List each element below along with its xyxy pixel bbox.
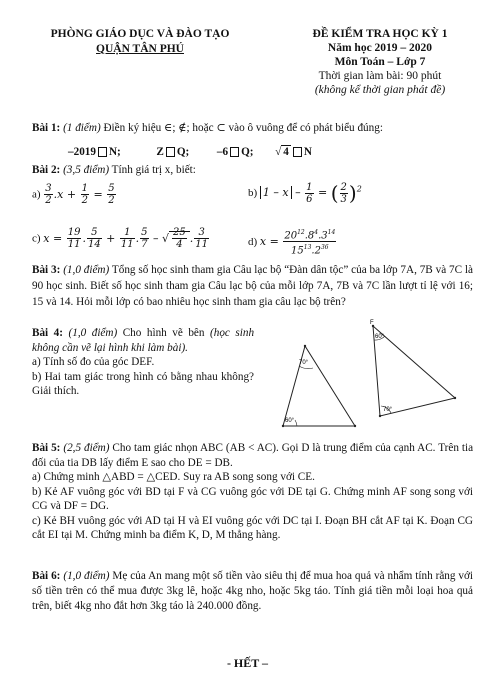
angle-label-70-right: 70° [383, 407, 393, 413]
exam-header [290, 27, 470, 97]
bai2-text: Tính giá trị x, biết: [111, 164, 196, 176]
bai5-b: b) Kẻ AF vuông góc với BD tại F và CG vuông góc với DE tại G. Chứng minh AF song song với CG và DF = DG. [32, 485, 473, 512]
bai1-label: Bài 1: [32, 122, 61, 134]
bai1-text: Điền ký hiệu ∈; ∉; hoặc ⊂ vào ô vuông để có phát biểu đúng: [103, 122, 383, 134]
bai6-points: (1,0 điểm) [63, 570, 110, 582]
bai2-a-label: a) [32, 188, 41, 201]
angle-label-60-right: 60° [375, 334, 385, 340]
answer-box[interactable] [230, 147, 239, 157]
bai2-label: Bài 2: [32, 164, 61, 176]
duration-note: (không kể thời gian phát đề) [314, 84, 446, 96]
vertex-label-f: F [370, 320, 374, 326]
bai2-c: c) x = $\frac{19}{11}$ . $\frac{5}{14}$ + $\frac{1}{11}$ . $\frac{5}{7}$ – √ $\frac{25}{4}$ . $\frac{3}{11}$ [32, 227, 208, 250]
bai5-a: a) Chứng minh △ABD = △CED. Suy ra AB song song với CE. [32, 471, 315, 483]
bai3-label: Bài 3: [32, 264, 61, 276]
bai1-items: –2019 N; Z Q; –6 Q; √ 4 N [68, 146, 312, 158]
angle-label-70: 70° [299, 360, 309, 366]
bai5-c: c) Kẻ BH vuông góc với AD tại H và EI vuông góc với DC tại I. Đoạn BH cắt AF tại K. Đoạn CG cắt EI tại M. Chứng minh ba điểm K, D, M thẳng hàng. [32, 514, 473, 541]
bai4-statement [32, 326, 254, 399]
angle-label-60: 60° [285, 418, 295, 424]
bai1-set3: Q; [241, 146, 254, 158]
bai3-statement [32, 262, 473, 310]
bai1-item3: –6 [216, 146, 229, 158]
district-name: QUẬN TÂN PHÚ [96, 43, 184, 55]
answer-box[interactable] [98, 147, 107, 157]
bai3-points: (1,0 điểm) [63, 264, 110, 276]
triangle-right [373, 326, 455, 416]
exam-title: ĐỀ KIỂM TRA HỌC KỲ 1 [312, 28, 448, 40]
bai2-statement [32, 163, 473, 177]
bai2-b: b) 1 – x – $\frac{1}{6}$ = ( $\frac{2}{3}$ )$^2$ [248, 181, 362, 205]
bai2-a: a) $\frac{3}{2}$ .x + $\frac{1}{2}$ = $\frac{5}{2}$ [32, 183, 115, 206]
department-header [30, 27, 250, 57]
bai4-a: a) Tính số đo của góc DEF. [32, 356, 155, 368]
answer-box[interactable] [293, 147, 302, 157]
triangle-left [283, 346, 355, 426]
bai5-label: Bài 5: [32, 442, 61, 454]
end-marker: - HẾT – [226, 656, 269, 670]
bai4-figure [255, 318, 470, 443]
bai4-label: Bài 4: [32, 327, 63, 339]
bai4-note: (học sinh không cần vẽ lại hình khi làm bài). [32, 327, 255, 354]
bai5-points: (2,5 điểm) [63, 442, 110, 454]
bai6-text: Mẹ của An mang một số tiền vào siêu thị để mua hoa quả và nhẩm tính rằng với số tiền trên có thể mua được 3kg lê, hoặc 4kg nho, hoặc 5kg táo. Tính giá tiền mỗi loại hoa quả trên, biết 4kg nho đắt hơn 3kg táo là 240.000 đồng. [32, 570, 474, 612]
bai3-text: Tổng số học sinh tham gia Câu lạc bộ “Đàn dân tộc” của ba lớp 7A, 7B và 7C là 90 học sinh. Biết số học sinh tham gia Câu lạc bộ của mỗi lớp 7A, 7B và 7C lần lượt tỉ lệ với 16; 15 và 14. Hỏi mỗi lớp có bao nhiêu học sinh tham gia câu lạc bộ trên? [32, 264, 474, 308]
bai2-d-label: d) [248, 235, 258, 248]
bai4-points: (1,0 điểm) [68, 327, 118, 339]
school-year: Năm học 2019 – 2020 [327, 42, 433, 54]
bai2-d: d) x = $\frac{20^{12}.8^4.3^{14}}{15^{13}.2^{36}}$ [248, 229, 336, 257]
bai5-text: Cho tam giác nhọn ABC (AB < AC). Gọi D là trung điểm của cạnh AC. Trên tia đối của tia DB lấy điểm E sao cho DE = DB. [32, 442, 474, 469]
bai6-label: Bài 6: [32, 570, 61, 582]
bai5-statement [32, 441, 473, 543]
bai4-b: b) Hai tam giác trong hình có bằng nhau không? Giải thích. [32, 370, 254, 397]
bai1-item2: Z [156, 146, 164, 158]
bai1-points: (1 điểm) [63, 122, 101, 134]
bai4-text: Cho hình vẽ bên [122, 327, 205, 339]
bai6-statement [32, 569, 473, 614]
department-name: PHÒNG GIÁO DỤC VÀ ĐÀO TẠO [50, 28, 230, 40]
bai2-b-label: b) [248, 187, 258, 199]
bai1-statement [32, 121, 473, 135]
subject: Môn Toán – Lớp 7 [334, 56, 426, 68]
bai1-set1: N; [108, 146, 121, 158]
bai1-set4: N [303, 146, 312, 158]
answer-box[interactable] [166, 147, 175, 157]
bai2-c-label: c) [32, 232, 41, 245]
bai2-points: (3,5 điểm) [63, 164, 110, 176]
bai1-set2: Q; [176, 146, 190, 158]
bai1-item1: –2019 [68, 146, 96, 158]
bai1-item4: 4 [283, 146, 289, 158]
duration: Thời gian làm bài: 90 phút [318, 70, 442, 82]
